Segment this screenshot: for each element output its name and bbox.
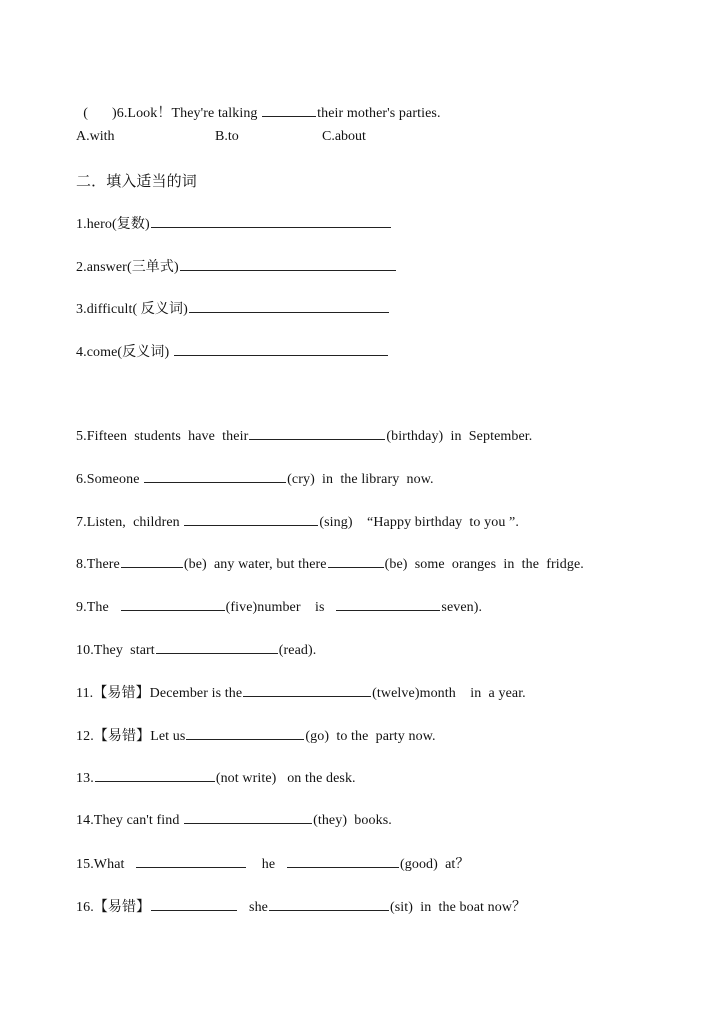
item-4: [76, 341, 389, 361]
item-pre: 9.The: [76, 600, 109, 615]
item-11: [76, 682, 526, 702]
item-8: [76, 554, 584, 573]
option-b: B.to: [215, 129, 239, 144]
item-pre: 2.answer(三单式): [76, 260, 179, 275]
item-mid: he: [261, 857, 276, 872]
item-post: (they) books.: [313, 813, 392, 828]
item-post: (sit) in the boat now？: [389, 900, 527, 915]
answer-blank[interactable]: [262, 103, 316, 117]
item-pre: 10.They start: [76, 643, 155, 658]
item-15: [76, 853, 470, 873]
item-9: [76, 597, 482, 616]
option-c: C.about: [322, 129, 366, 144]
answer-blank[interactable]: [151, 897, 237, 911]
q6-text: )6.Look！They're talking: [111, 106, 258, 121]
item-pre: 14.They can't find: [76, 813, 180, 828]
answer-blank[interactable]: [121, 554, 183, 568]
answer-paren: (: [83, 106, 88, 121]
item-1: [76, 213, 392, 233]
item-mid: she: [249, 900, 268, 915]
item-12: [76, 725, 436, 745]
option-a: A.with: [76, 129, 115, 144]
question-6: [76, 86, 441, 122]
item-pre: 8.There: [76, 557, 120, 572]
item-post: (not write) on the desk.: [215, 771, 356, 786]
item-pre: 4.come(反义词): [76, 345, 170, 360]
item-pre: 6.Someone: [76, 472, 140, 487]
item-post: (sing) “Happy birthday to you ”.: [319, 515, 519, 530]
item-pre: 16.【易错】: [76, 900, 151, 915]
item-post: (cry) in the library now.: [287, 472, 434, 487]
answer-blank[interactable]: [184, 810, 312, 824]
q6-after: their mother's parties.: [317, 106, 441, 121]
item-14: [76, 810, 392, 829]
item-post: (go) to the party now.: [305, 729, 436, 744]
answer-blank[interactable]: [144, 469, 286, 483]
answer-blank[interactable]: [184, 512, 318, 526]
item-post: (birthday) in September.: [386, 429, 533, 444]
item-post: seven).: [441, 600, 483, 615]
answer-blank[interactable]: [151, 214, 391, 228]
item-pre: 1.hero(复数): [76, 217, 150, 232]
item-2: [76, 256, 397, 276]
item-pre: 15.What: [76, 857, 125, 872]
answer-blank[interactable]: [287, 854, 399, 868]
item-post: (twelve)month in a year.: [372, 686, 526, 701]
item-mid: (five)number is: [225, 600, 325, 615]
answer-blank[interactable]: [121, 597, 225, 611]
item-6: [76, 469, 434, 488]
answer-blank[interactable]: [136, 854, 246, 868]
answer-blank[interactable]: [328, 554, 384, 568]
answer-blank[interactable]: [156, 640, 278, 654]
item-pre: 12.【易错】Let us: [76, 729, 186, 744]
answer-blank[interactable]: [189, 299, 389, 313]
item-pre: 11.【易错】December is the: [76, 686, 243, 701]
item-post: (good) at？: [399, 857, 470, 872]
answer-blank[interactable]: [180, 257, 396, 271]
item-pre: 7.Listen, children: [76, 515, 180, 530]
item-post: (read).: [278, 643, 317, 658]
answer-blank[interactable]: [95, 768, 215, 782]
item-16: [76, 896, 526, 916]
section-title: 二．填入适当的词: [76, 172, 197, 190]
item-7: [76, 512, 519, 531]
item-10: [76, 640, 316, 659]
answer-blank[interactable]: [174, 342, 388, 356]
answer-blank[interactable]: [243, 683, 371, 697]
item-pre: 5.Fifteen students have their: [76, 429, 249, 444]
item-3: [76, 298, 390, 318]
item-pre: 13.: [76, 771, 94, 786]
item-pre: 3.difficult( 反义词): [76, 302, 188, 317]
answer-blank[interactable]: [249, 426, 385, 440]
item-post: (be) some oranges in the fridge.: [384, 557, 584, 572]
item-mid: (be) any water, but there: [183, 557, 327, 572]
answer-blank[interactable]: [269, 897, 389, 911]
item-13: [76, 768, 356, 787]
answer-blank[interactable]: [336, 597, 440, 611]
answer-blank[interactable]: [186, 726, 304, 740]
item-5: [76, 426, 532, 445]
